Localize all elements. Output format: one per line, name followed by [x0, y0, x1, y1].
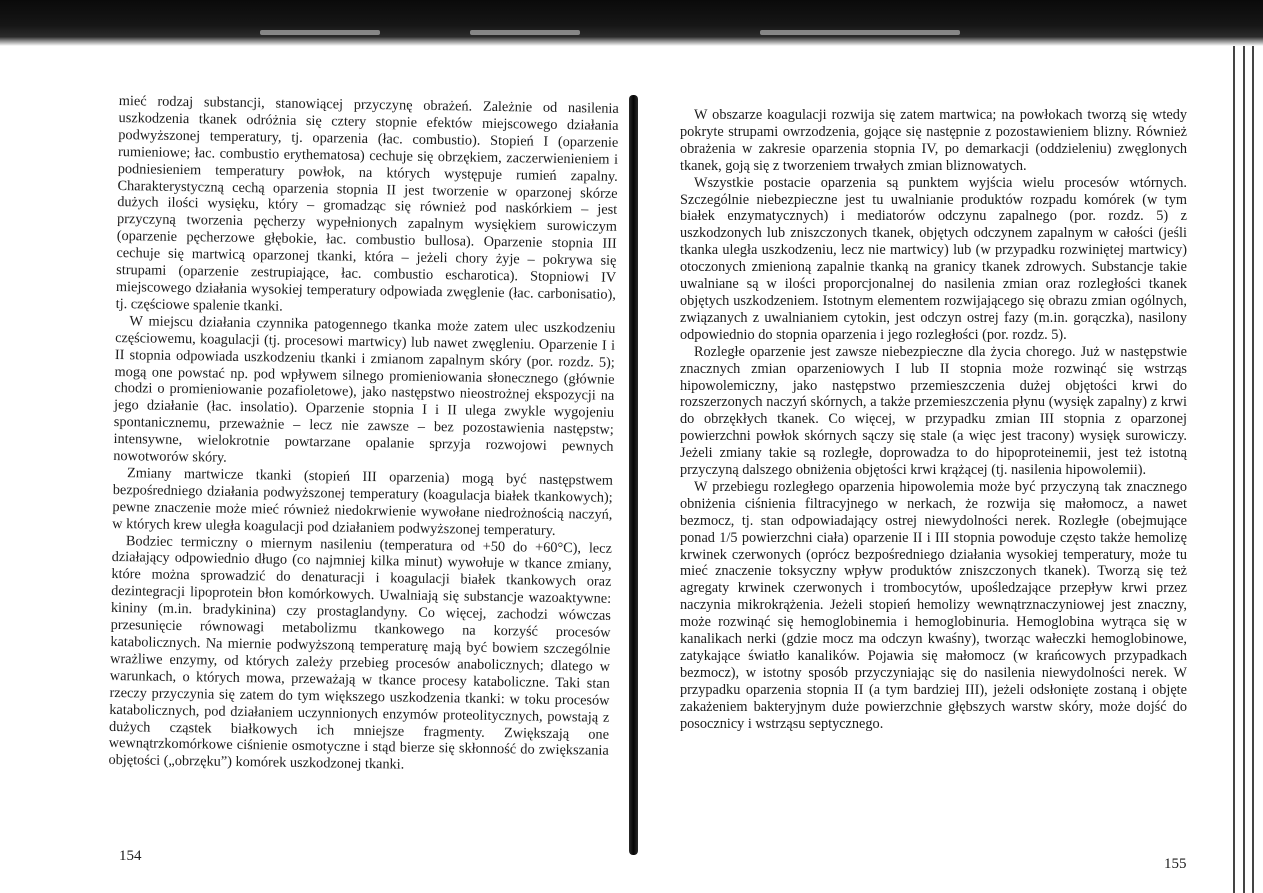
- paragraph: Zmiany martwicze tkanki (stopień III oparzenia) mogą być następstwem bezpośredniego działania podwyższonej temperatury (koagulacja białek tkankowych); pewne znaczenie może mieć również niedokrwienie wywołane niedrożnością naczyń, w których krew uległa koagulacji pod działaniem podwyższonej temperatury.: [112, 465, 614, 539]
- left-page-text: [108, 93, 619, 777]
- scan-streak: [470, 30, 580, 35]
- paragraph: Rozległe oparzenie jest zawsze niebezpieczne dla życia chorego. Już w następstwie znacznych zmian oparzeniowych I lub II stopnia może rozwinąć się wstrząs hipowolemiczny, jako następstwo przemieszczenia dużej objętości krwi do rozszerzonych naczyń skórnych, a także przemieszczenia płynu (wysięk zapalny) z krwi do obrzękłych tkanek. Co więcej, w przypadku zmian III stopnia z oparzonej powierzchni powłok skórnych sączy się stale (a więc jest tracony) wysięk surowiczy. Jeżeli zmiany takie są rozległe, doprowadza to do hipoproteinemii, jest też istotną przyczyną dalszego obniżenia objętości krwi krążącej (tj. nasilenia hipowolemii).: [680, 343, 1187, 479]
- page-number-right: 155: [1164, 856, 1187, 872]
- page-edge-line: [1233, 46, 1235, 893]
- right-page-text: [680, 107, 1187, 733]
- scan-top-shadow: [0, 0, 1263, 46]
- paragraph: Wszystkie postacie oparzenia są punktem wyjścia wielu procesów wtórnych. Szczególnie niebezpieczne jest tu uwalnianie produktów rozpadu komórek (w tym białek enzymatycznych) i mediatorów odczynu zapalnego (por. rozdz. 5) z uszkodzonych lub zniszczonych tkanek, objętych odczynem zapalnym w całości (jeśli tkanka uległa uszkodzeniu, lecz nie martwicy) lub (w przypadku rozwiniętej martwicy) otoczonych zmienioną zapalnie tkanką na granicy tkanek zdrowych. Substancje takie uwalniane są w ilości proporcjonalnej do nasilenia zmian oraz rozległości tkanek objętych uszkodzeniem. Istotnym elementem rozwijającego się obrazu zmian ogólnych, związanych z uwalnianiem cytokin, jest odczyn ostrej fazy (m.in. gorączka), nasilony odpowiednio do stopnia oparzenia i jego rozległości (por. rozdz. 5).: [680, 174, 1187, 343]
- scan-streak: [260, 30, 380, 35]
- page-edge-line: [1252, 46, 1254, 893]
- book-spine-gutter: [629, 95, 638, 855]
- scan-streak: [760, 30, 960, 35]
- page-number-left: 154: [119, 848, 142, 864]
- paragraph: Bodziec termiczny o miernym nasileniu (temperatura od +50 do +60°C), lecz działający odpowiednio długo (co najmniej kilka minut) wywołuje w tkance zmiany, które można sprowadzić do denaturacji i koagulacji białek tkankowych oraz dezintegracji lipoprotein błon komórkowych. Uwalniają się substancje wazoaktywne: kininy (m.in. bradykinina) czy prostaglandyny. Co więcej, zachodzi wówczas przesunięcie równowagi metabolizmu tkankowego na korzyść procesów katabolicznych. Na miernie podwyższoną temperaturę mają być bowiem szczególnie wrażliwe enzymy, od których zależy przebieg procesów anabolicznych; dlatego w warunkach, o których mowa, przeważają w tkance procesy kataboliczne. Taki stan rzeczy przyczynia się zatem do tym większego uszkodzenia tkanki: w toku procesów katabolicznych, pod działaniem uczynnionych enzymów proteolitycznych, powstają z dużych cząstek białkowych ich mniejsze fragmenty. Zwiększają one wewnątrzkomórkowe ciśnienie osmotyczne i stąd bierze się skłonność do zwiększania objętości („obrzęku”) komórek uszkodzonej tkanki.: [108, 532, 613, 773]
- paragraph: W przebiegu rozległego oparzenia hipowolemia może być przyczyną tak znacznego obniżenia ciśnienia filtracyjnego w nerkach, że rozwija się małomocz, a nawet bezmocz, tj. stan odpowiadający ostrej niewydolności nerek. Rozległe (obejmujące ponad 1/5 powierzchni ciała) oparzenie II i III stopnia powoduje często także hemolizę krwinek czerwonych (oprócz bezpośredniego działania wysokiej temperatury, może tu mieć znaczenie toksyczny wpływ produktów zniszczonych tkanek). Tworzą się też agregaty krwinek czerwonych i trombocytów, upośledzające przepływ krwi przez naczynia mikrokrążenia. Jeżeli stopień hemolizy wewnątrznaczyniowej jest znaczny, może rozwinąć się hemoglobinemia i hemoglobinuria. Hemoglobina wytrąca się w kanalikach nerki (gdzie mocz ma odczyn kwaśny), tworząc wałeczki hemoglobinowe, zatykające światło kanalików. Pojawia się małomocz (w krańcowych przypadkach bezmocz), w istotny sposób przyczyniając się do nasilenia niewydolności nerek. W przypadku oparzenia stopnia II (a tym bardziej III), jeżeli odsłonięte zostaną i objęte zakażeniem bakteryjnym duże powierzchnie głębszych warstw skóry, może dojść do posocznicy i wstrząsu septycznego.: [680, 478, 1187, 732]
- page-edge-line: [1243, 46, 1245, 893]
- paragraph: W miejscu działania czynnika patogennego tkanka może zatem ulec uszkodzeniu częściowemu, koagulacji (tj. procesowi martwicy) lub nawet zwęgleniu. Oparzenie I i II stopnia odpowiada uszkodzeniu tkanki i zmianom zapalnym skóry (por. rozdz. 5); mogą one powstać np. pod wpływem silnego promieniowania słonecznego (głównie chodzi o promieniowanie pozafioletowe), jako następstwo nieostrożnej ekspozycji na jego działanie (łac. insolatio). Oparzenie stopnia I i II ulega zwykle wygojeniu spontanicznemu, przeważnie – lecz nie zawsze – bez pozostawienia następstw; intensywne, wielokrotnie powtarzane opalanie sprzyja rozwojowi pewnych nowotworów skóry.: [113, 312, 616, 466]
- paragraph: mieć rodzaj substancji, stanowiącej przyczynę obrażeń. Zależnie od nasilenia uszkodzenia tkanek odróżnia się cztery stopnie efektów miejscowego działania podwyższonej temperatury, tj. oparzenia (łac. combustio). Stopień I (oparzenie rumieniowe; łac. combustio erythematosa) cechuje się obrzękiem, zaczerwienieniem i podniesieniem temperatury powłok, na których występuje rumień zapalny. Charakterystyczną cechą oparzenia stopnia II jest tworzenie w oparzonej skórze dużych ilości wysięku, który – gromadząc się również pod naskórkiem – jest przyczyną tworzenia pęcherzy wypełnionych zapalnym wysiękiem surowiczym (oparzenie pęcherzowe głębokie, łac. combustio bullosa). Oparzenie stopnia III cechuje się martwicą oparzonej tkanki, która – jeżeli chory żyje – pokrywa się strupami (oparzenie zestrupiające, łac. combustio escharotica). Stopniowi IV miejscowego działania wysokiej temperatury odpowiada zwęglenie (łac. carbonisatio), tj. częściowe spalenie tkanki.: [115, 93, 619, 315]
- paragraph: W obszarze koagulacji rozwija się zatem martwica; na powłokach tworzą się wtedy pokryte strupami owrzodzenia, gojące się następnie z pozostawieniem blizny. Również obrażenia w zakresie oparzenia stopnia IV, po demarkacji (oddzieleniu) zwęglonych tkanek, goją się z tworzeniem trwałych zmian bliznowatych.: [680, 107, 1187, 174]
